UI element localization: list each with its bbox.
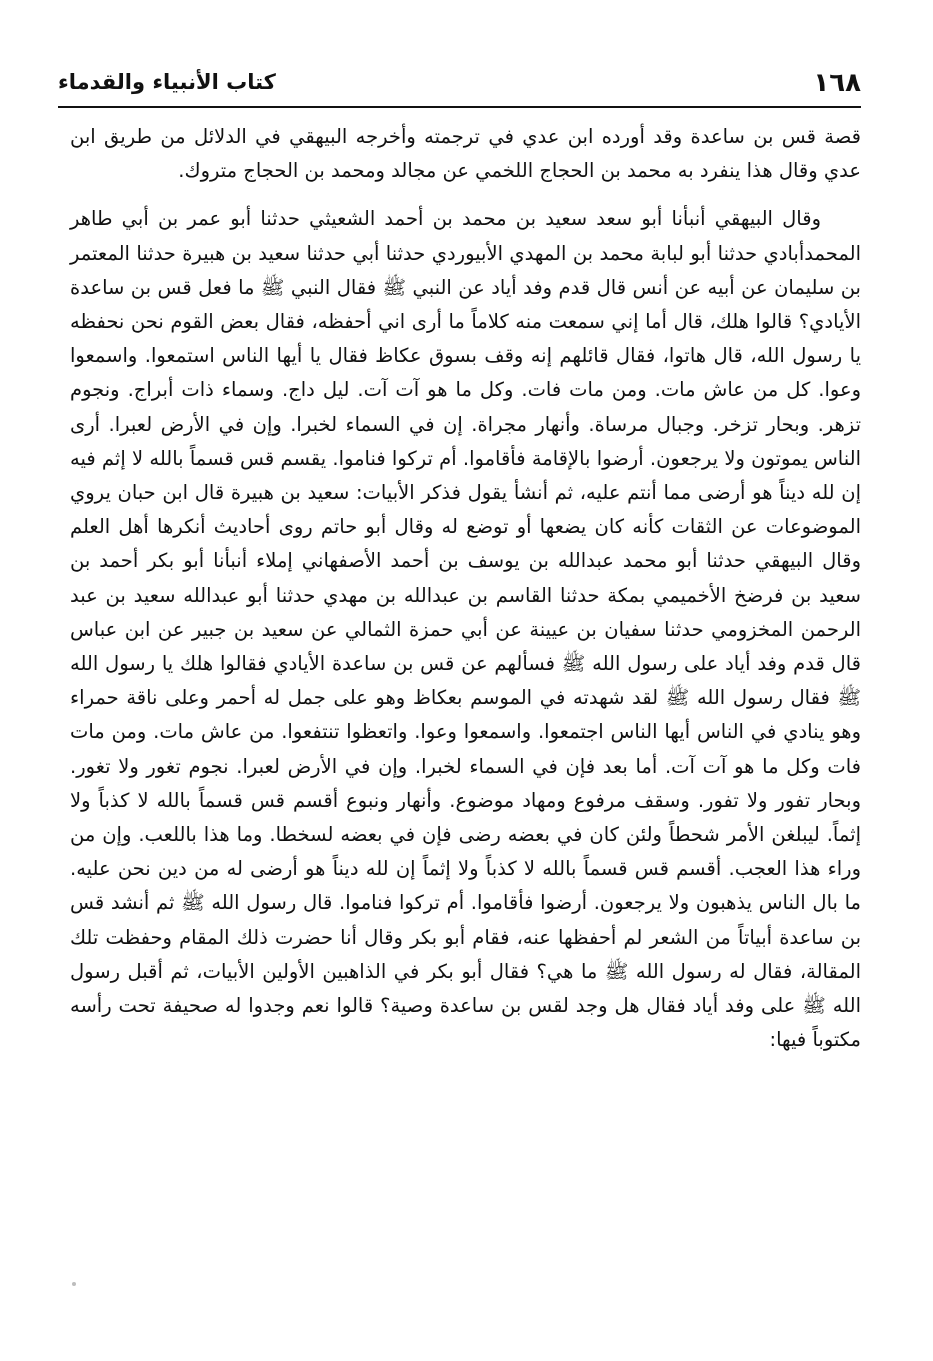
scan-speck bbox=[72, 1282, 76, 1286]
paragraph-narration: وقال البيهقي أنبأنا أبو سعد سعيد بن محمد بن أحمد الشعيثي حدثنا أبو عمر بن أبي طاهر المحمدأبادي حدثنا أبو لبابة محمد بن المهدي الأبيوردي حدثنا أبي حدثنا سعيد بن هبيرة حدثنا المعتمر بن سليمان عن أبيه عن أنس قال قدم وفد أياد عن النبي ﷺ فقال النبي ﷺ ما فعل قس بن ساعدة الأيادي؟ قالوا هلك، قال أما إني سمعت منه كلاماً ما أرى اني أحفظه، فقال بعض القوم نحن نحفظه يا رسول الله، قال هاتوا، فقال قائلهم إنه وقف بسوق عكاظ فقال يا أيها الناس استمعوا. واسمعوا وعوا. كل من عاش مات. ومن مات فات. وكل ما هو آت آت. ليل داج. وسماء ذات أبراج. ونجوم تزهر. وبحار تزخر. وجبال مرساة. وأنهار مجراة. إن في السماء لخبرا. وإن في الأرض لعبرا. أرى الناس يموتون ولا يرجعون. أرضوا بالإقامة فأقاموا. أم تركوا فناموا. يقسم قس قسماً بالله لا إثم فيه إن لله ديناً هو أرضى مما أنتم عليه، ثم أنشأ يقول فذكر الأبيات: سعيد بن هبيرة قال ابن حبان يروي الموضوعات عن الثقات كأنه كان يضعها أو توضع له وقال أبو حاتم روى أحاديث أنكرها أهل العلم وقال البيهقي حدثنا أبو محمد عبدالله بن يوسف بن أحمد الأصفهاني إملاء أنبأنا أبو بكر أحمد بن سعيد بن فرضخ الأخميمي بمكة حدثنا القاسم بن عبدالله بن مهدي حدثنا أبو عبدالله سعيد بن عبد الرحمن المخزومي حدثنا سفيان بن عيينة عن أبي حمزة الثمالي عن سعيد بن جبير عن ابن عباس قال قدم وفد أياد على رسول الله ﷺ فسألهم عن قس بن ساعدة الأيادي فقالوا هلك يا رسول الله ﷺ فقال رسول الله ﷺ لقد شهدته في الموسم بعكاظ وهو على جمل له أحمر وعلى ناقة حمراء وهو ينادي في الناس أيها الناس اجتمعوا. واسمعوا وعوا. واتعظوا تنتفعوا. من عاش مات. ومن مات فات وكل ما هو آت آت. أما بعد فإن في السماء لخبرا. وإن في الأرض لعبرا. نجوم تغور ولا تغور. وبحار تفور ولا تفور. وسقف مرفوع ومهاد موضوع. وأنهار ونبوع أقسم قس قسماً بالله لا كذباً ولا إثماً. ليبلغن الأمر شحطاً ولئن كان في بعضه رضى فإن في بعضه لسخطا. وما هذا باللعب. وإن من وراء هذا العجب. أقسم قس قسماً بالله لا كذباً ولا إثماً إن لله ديناً هو أرضى له من دين نحن عليه. ما بال الناس يذهبون ولا يرجعون. أرضوا فأقاموا. أم تركوا فناموا. قال رسول الله ﷺ ثم أنشد قس بن ساعدة أبياتاً من الشعر لم أحفظها عنه، فقام أبو بكر وقال أنا حضرت ذلك المقام وحفظت تلك المقالة، فقال له رسول الله ﷺ ما هي؟ فقال أبو بكر في الذاهبين الأولين الأبيات، ثم أقبل رسول الله ﷺ على وفد أياد فقال هل وجد لقس بن ساعدة وصية؟ قالوا نعم وجدوا له صحيفة تحت رأسه مكتوباً فيها: bbox=[70, 207, 861, 1052]
page-body bbox=[70, 120, 861, 1057]
running-title: كتاب الأنبياء والقدماء bbox=[58, 70, 276, 94]
paragraph-intro: قصة قس بن ساعدة وقد أورده ابن عدي في ترجمته وأخرجه البيهقي في الدلائل من طريق ابن عدي وقال هذا ينفرد به محمد بن الحجاج اللخمي عن مجالد ومحمد بن الحجاج متروك. bbox=[70, 125, 861, 183]
page-number: ١٦٨ bbox=[813, 68, 861, 98]
page-header bbox=[58, 66, 861, 108]
